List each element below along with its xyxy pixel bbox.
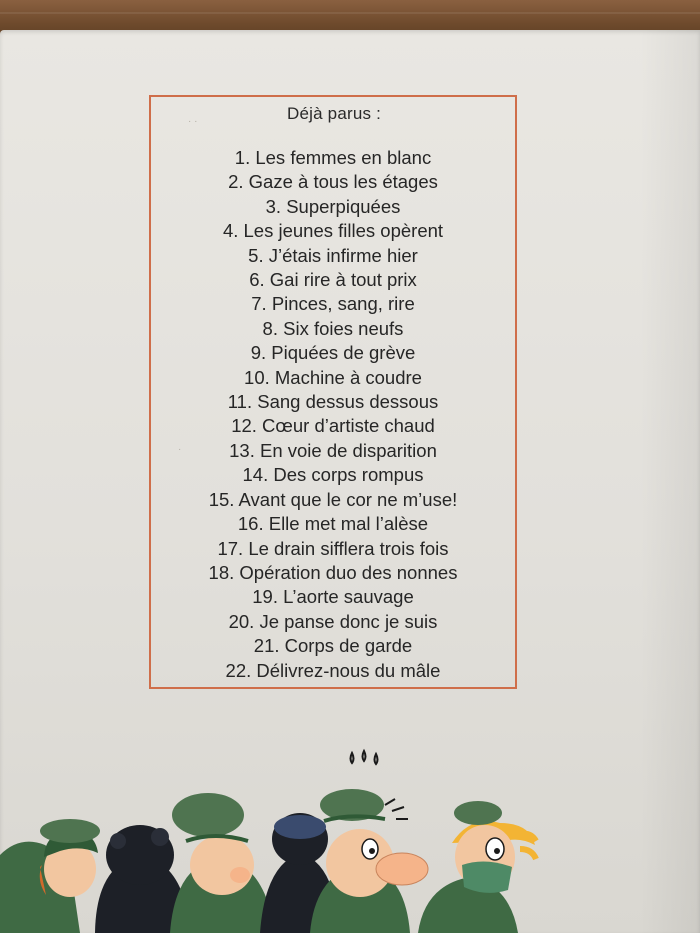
album-title-item: 19. L’aorte sauvage (252, 586, 414, 608)
album-title-list (152, 146, 514, 683)
album-title-item: 15. Avant que le cor ne m’use! (208, 488, 458, 510)
nurse-figure (0, 819, 100, 933)
album-title-item: 7. Pinces, sang, rire (251, 293, 415, 315)
album-title-item: 11. Sang dessus dessous (227, 391, 439, 413)
paper-speck: · (178, 444, 182, 455)
album-title-item: 22. Délivrez-nous du mâle (225, 659, 441, 681)
album-title-item: 2. Gaze à tous les étages (228, 171, 438, 193)
album-title-item: 14. Des corps rompus (242, 464, 424, 486)
album-title-item: 8. Six foies neufs (262, 317, 404, 339)
album-title-item: 17. Le drain sifflera trois fois (217, 537, 449, 559)
album-title-item: 3. Superpiquées (265, 195, 401, 217)
album-title-item: 18. Opération duo des nonnes (208, 561, 458, 583)
album-title-item: 6. Gai rire à tout prix (249, 269, 417, 291)
nurse-figure (170, 793, 275, 933)
album-title-item: 21. Corps de garde (253, 635, 413, 657)
album-title-item: 9. Piquées de grève (250, 342, 416, 364)
cartoon-nurses-illustration (0, 745, 700, 933)
nurse-figure (418, 801, 536, 933)
album-title-item: 5. J’étais infirme hier (248, 244, 418, 266)
list-heading: Déjà parus : (287, 104, 382, 123)
album-title-item: 10. Machine à coudre (244, 366, 422, 388)
album-title-item: 12. Cœur d’artiste chaud (231, 415, 435, 437)
album-title-item: 4. Les jeunes filles opèrent (222, 220, 444, 242)
album-title-item: 16. Elle met mal l’alèse (237, 513, 429, 535)
paper-speck: · · (188, 116, 198, 127)
album-title-item: 1. Les femmes en blanc (234, 147, 432, 168)
album-title-item: 20. Je panse donc je suis (228, 610, 438, 632)
album-title-item: 13. En voie de disparition (229, 439, 437, 461)
surgeon-figure (310, 789, 428, 933)
sweat-drops (351, 751, 378, 764)
